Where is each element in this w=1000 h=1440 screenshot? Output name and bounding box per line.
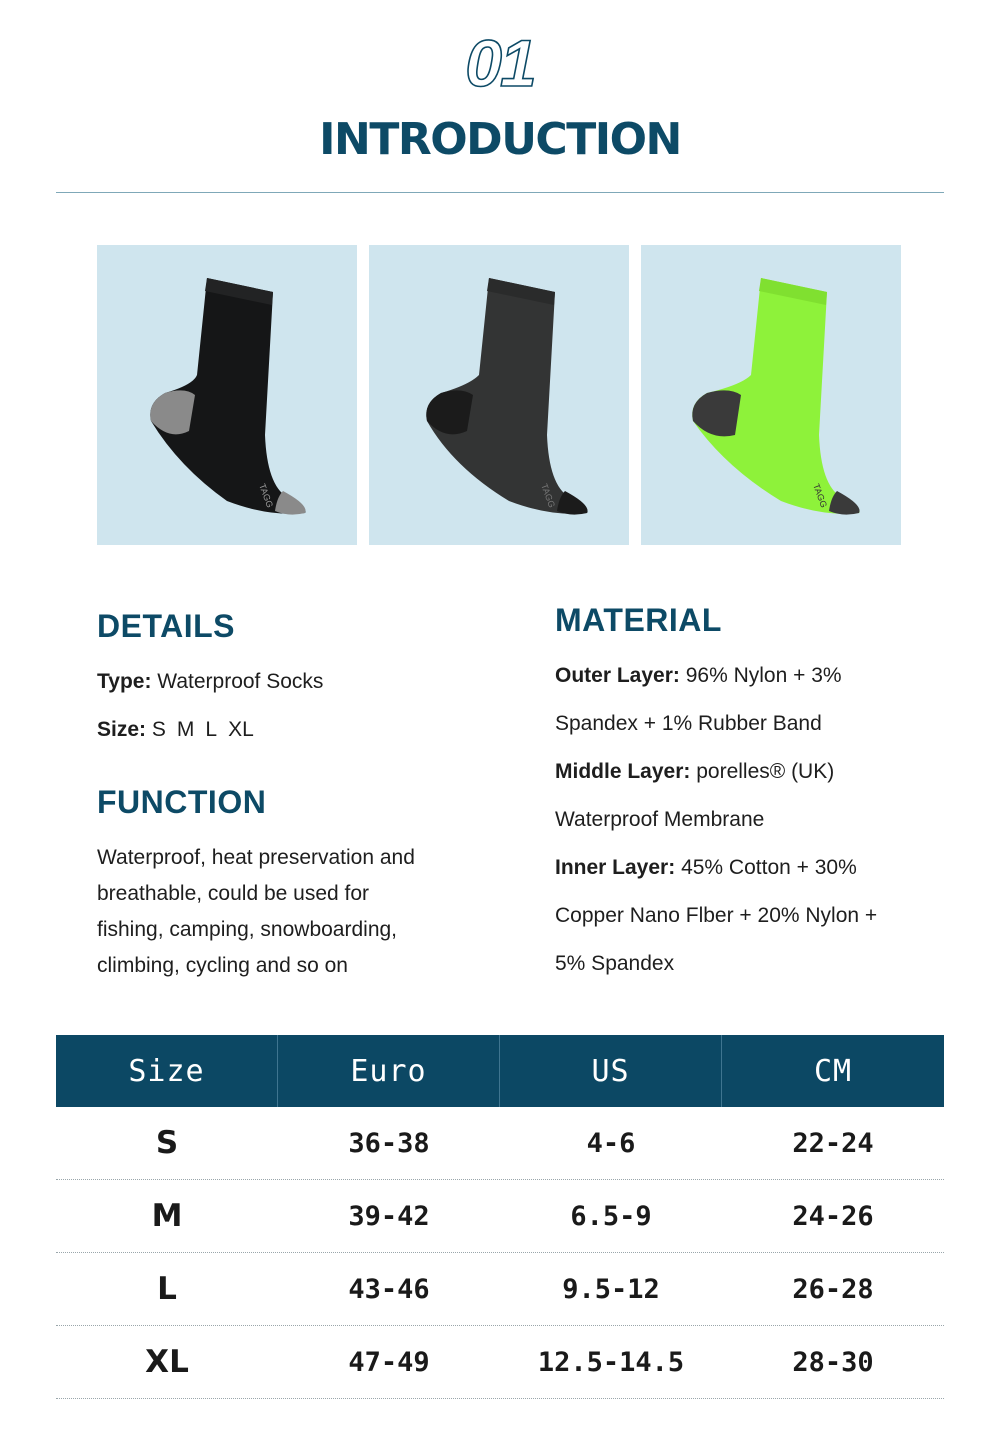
column-header-euro: Euro (278, 1035, 500, 1107)
function-heading: FUNCTION (97, 784, 267, 820)
size-line (97, 715, 265, 745)
outer-layer-line (555, 661, 842, 691)
cm-cell: 22-24 (792, 1127, 874, 1159)
column-header-us: US (500, 1035, 722, 1107)
function-line: Waterproof, heat preservation and (97, 846, 415, 869)
inner-layer-value: 45% Cotton + 30% (681, 856, 857, 879)
size-option-l: L (205, 718, 218, 741)
us-cell: 12.5-14.5 (537, 1346, 685, 1378)
green-sock-graphic (641, 245, 901, 545)
product-image-charcoal-sock (369, 245, 629, 545)
page-title: INTRODUCTION (319, 114, 681, 165)
outer-layer-line-2: Spandex + 1% Rubber Band (555, 712, 822, 735)
charcoal-sock-graphic (369, 245, 629, 545)
table-row (56, 1180, 944, 1253)
middle-layer-line (555, 757, 834, 787)
inner-layer-line-2: Copper Nano Flber + 20% Nylon + (555, 904, 878, 927)
table-header-row (56, 1035, 944, 1107)
product-image-black-sock (97, 245, 357, 545)
function-description (97, 840, 477, 984)
inner-layer-label: Inner Layer: (555, 856, 676, 879)
size-option-xl: XL (228, 718, 254, 741)
type-value: Waterproof Socks (157, 670, 324, 693)
us-cell: 4-6 (586, 1127, 636, 1159)
cm-cell: 26-28 (792, 1273, 874, 1305)
euro-cell: 36-38 (348, 1127, 430, 1159)
black-sock-graphic (97, 245, 357, 545)
middle-layer-line-2: Waterproof Membrane (555, 808, 765, 831)
us-cell: 6.5-9 (570, 1200, 652, 1232)
inner-layer-line (555, 853, 857, 883)
svg-text:TAGG: TAGG (257, 482, 276, 510)
column-header-cm: CM (813, 1053, 853, 1089)
size-cell: M (151, 1198, 183, 1234)
svg-text:TAGG: TAGG (811, 482, 830, 510)
us-cell: 9.5-12 (562, 1273, 660, 1305)
table-row (56, 1326, 944, 1399)
title-divider (56, 192, 944, 193)
euro-cell: 47-49 (348, 1346, 430, 1378)
size-cell: XL (145, 1344, 189, 1380)
outer-layer-value: 96% Nylon + 3% (685, 664, 842, 687)
size-cell: S (155, 1125, 179, 1161)
function-line: fishing, camping, snowboarding, (97, 918, 398, 941)
size-chart-table (56, 1035, 944, 1399)
outer-layer-label: Outer Layer: (555, 664, 680, 687)
function-line: climbing, cycling and so on (97, 954, 348, 977)
middle-layer-value: porelles® (UK) (696, 760, 835, 783)
details-heading: DETAILS (97, 608, 236, 644)
size-option-m: M (176, 718, 195, 741)
table-row (56, 1107, 944, 1180)
size-cell: L (157, 1271, 177, 1307)
middle-layer-label: Middle Layer: (555, 760, 691, 783)
function-line: breathable, could be used for (97, 882, 370, 905)
cm-cell: 28-30 (792, 1346, 874, 1378)
cm-cell: 24-26 (792, 1200, 874, 1232)
size-option-s: S (151, 718, 166, 741)
euro-cell: 39-42 (348, 1200, 430, 1232)
section-number: 01 (465, 26, 535, 100)
euro-cell: 43-46 (348, 1273, 430, 1305)
product-image-green-sock (641, 245, 901, 545)
svg-text:TAGG: TAGG (539, 482, 558, 510)
type-label: Type: (97, 670, 152, 693)
column-header-size: Size (56, 1035, 278, 1107)
material-heading: MATERIAL (555, 602, 722, 638)
size-label: Size: (97, 718, 147, 741)
inner-layer-line-3: 5% Spandex (555, 952, 675, 975)
type-line (97, 667, 323, 697)
table-row (56, 1253, 944, 1326)
